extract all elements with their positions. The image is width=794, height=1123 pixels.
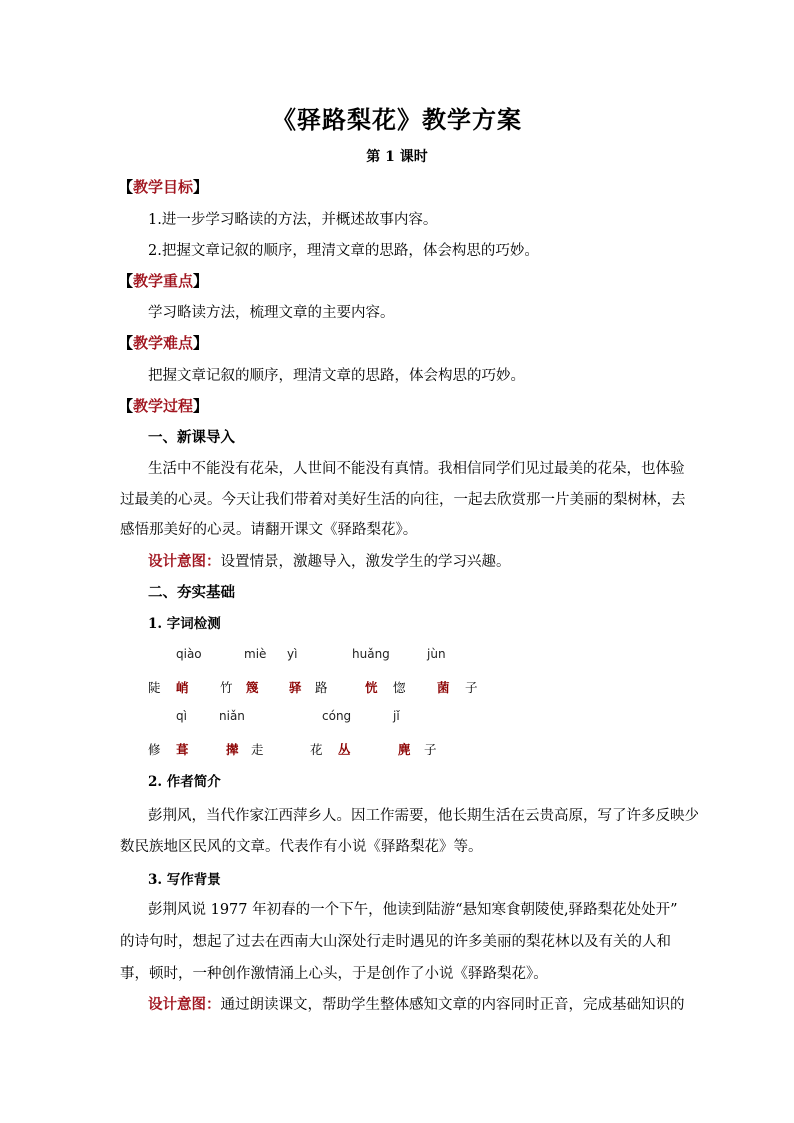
vocab-char-highlight: 菌 <box>437 680 450 695</box>
intro-line-3: 感悟那美好的心灵。请翻开课文《驿路梨花》。 <box>120 522 418 538</box>
key-text: 学习略读方法，梳理文章的主要内容。 <box>148 305 395 321</box>
author-line-2: 数民族地区民风的文章。代表作有小说《驿路梨花》等。 <box>120 839 483 855</box>
vocab-check-heading: 1. 字词检测 <box>148 616 221 632</box>
goal-item-2: 2.把握文章记叙的顺序，理清文章的思路，体会构思的巧妙。 <box>148 243 539 259</box>
pinyin: yì <box>287 647 298 661</box>
design-intent-2: 设计意图：通过朗读课文，帮助学生整体感知文章的内容同时正音，完成基础知识的 <box>148 996 685 1013</box>
vocab-char: 竹 <box>220 680 233 695</box>
design-intent-1: 设计意图：设置情景，激趣导入，激发学生的学习兴趣。 <box>148 553 511 570</box>
vocab-char: 路 <box>315 680 328 695</box>
vocab-char: 花 <box>310 742 323 757</box>
author-line-1: 彭荆风，当代作家江西萍乡人。因工作需要，他长期生活在云贵高原，写了许多反映少 <box>148 808 699 824</box>
intro-line-2: 过最美的心灵。今天让我们带着对美好生活的向往，一起去欣赏那一片美丽的梨树林，去 <box>120 492 686 508</box>
pinyin: jǐ <box>393 709 400 723</box>
background-line-1: 彭荆风说 1977 年初春的一个下午，他读到陆游“悬知寒食朝陵使,驿路梨花处处开” <box>148 902 678 918</box>
part1-heading: 一、新课导入 <box>148 429 235 446</box>
document-title: 《驿路梨花》教学方案 <box>272 105 522 134</box>
vocab-char-highlight: 葺 <box>176 742 189 757</box>
section-heading-goals: 【教学目标】 <box>118 178 209 196</box>
vocab-char-highlight: 恍 <box>365 680 378 695</box>
section-heading-key: 【教学重点】 <box>118 272 209 290</box>
section-heading-difficult: 【教学难点】 <box>118 334 209 352</box>
vocab-char-highlight: 篾 <box>246 680 259 695</box>
vocab-char-highlight: 丛 <box>338 742 351 757</box>
pinyin: jùn <box>427 647 446 661</box>
vocab-char: 陡 <box>148 680 161 695</box>
vocab-char: 惚 <box>393 680 406 695</box>
goal-item-1: 1.进一步学习略读的方法，并概述故事内容。 <box>148 212 438 228</box>
intro-line-1: 生活中不能没有花朵，人世间不能没有真情。我相信同学们见过最美的花朵，也体验 <box>148 461 685 477</box>
part2-heading: 二、夯实基础 <box>148 584 235 601</box>
vocab-char: 子 <box>465 680 478 695</box>
section-heading-process: 【教学过程】 <box>118 397 209 415</box>
pinyin: huǎng <box>352 647 390 661</box>
difficult-text: 把握文章记叙的顺序，理清文章的思路，体会构思的巧妙。 <box>148 368 525 384</box>
vocab-char-highlight: 峭 <box>176 680 189 695</box>
vocab-char: 走 <box>251 742 264 757</box>
background-line-3: 事，顿时，一种创作激情涌上心头，于是创作了小说《驿路梨花》。 <box>120 966 548 982</box>
pinyin: cóng <box>322 709 352 723</box>
background-heading: 3. 写作背景 <box>148 872 221 888</box>
author-heading: 2. 作者简介 <box>148 774 221 790</box>
vocab-char: 子 <box>424 742 437 757</box>
pinyin: qiào <box>176 647 202 661</box>
pinyin: miè <box>244 647 267 661</box>
background-line-2: 的诗句时，想起了过去在西南大山深处行走时遇见的许多美丽的梨花林以及有关的人和 <box>120 934 671 950</box>
vocab-char-highlight: 驿 <box>289 680 302 695</box>
vocab-char-highlight: 撵 <box>226 742 239 757</box>
lesson-number: 第 1 课时 <box>366 149 428 165</box>
vocab-char: 修 <box>148 742 161 757</box>
vocab-char-highlight: 麂 <box>398 742 411 757</box>
pinyin: qì <box>176 709 187 723</box>
pinyin: niǎn <box>219 709 245 723</box>
